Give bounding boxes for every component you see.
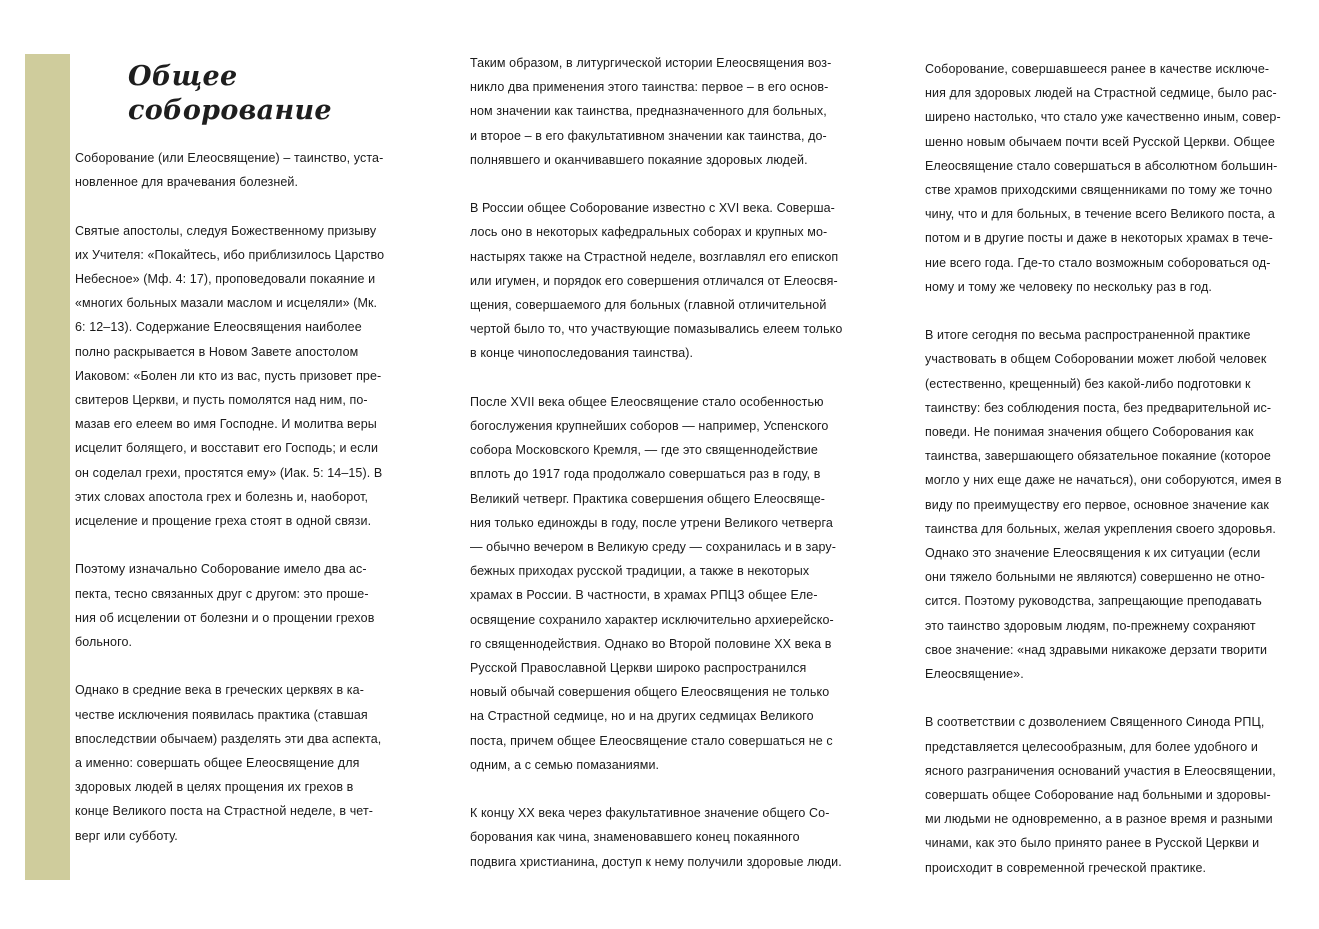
paragraph xyxy=(75,219,405,534)
text-line: храмах в России. В частности, в храмах РПЦЗ общее Еле- xyxy=(470,588,818,603)
text-line: происходит в современной греческой практике. xyxy=(925,860,1207,875)
text-line: а именно: совершать общее Елеосвящение для xyxy=(75,756,360,771)
text-line: это таинство здоровым людям, по-прежнему сохраняют xyxy=(925,618,1256,633)
text-line: Соборование, совершавшееся ранее в качестве исключе- xyxy=(925,62,1270,76)
paragraph xyxy=(75,678,405,847)
text-line: чинами, как это было принято ранее в Русской Церкви и xyxy=(925,836,1260,851)
text-line: поведи. Не понимая значения общего Соборования как xyxy=(925,425,1254,440)
text-line: настырях также на Страстной неделе, возглавлял его епископ xyxy=(470,249,839,264)
text-line: или игумен, и порядок его совершения отличался от Елеосвя- xyxy=(470,273,838,288)
text-line: К концу XX века через факультативное значение общего Со- xyxy=(470,806,830,821)
text-line: ния для здоровых людей на Страстной седмице, было рас- xyxy=(925,86,1277,101)
text-line: Святые апостолы, следуя Божественному призыву xyxy=(75,223,377,238)
text-line: Великий четверг. Практика совершения общего Елеосвяще- xyxy=(470,491,826,506)
text-line: ному и тому же человеку по нескольку раз в год. xyxy=(925,279,1212,294)
text-line: впоследствии обычаем) разделять эти два аспекта, xyxy=(75,731,382,746)
text-line: ние всего года. Где-то стало возможным собороваться од- xyxy=(925,255,1271,270)
text-column-1 xyxy=(75,146,405,872)
text-line: щения, совершаемого для больных (главной отличительной xyxy=(470,298,827,313)
paragraph xyxy=(925,323,1305,686)
text-line: в конце чинопоследования таинства). xyxy=(470,346,694,361)
text-line: представляется целесообразным, для более удобного и xyxy=(925,739,1258,754)
text-line: борования как чина, знаменовавшего конец покаянного xyxy=(470,830,800,845)
text-line: верг или субботу. xyxy=(75,828,178,843)
text-line: на Страстной седмице, но и на других седмицах Великого xyxy=(470,709,814,724)
text-line: стве храмов приходскими священниками по тому же точно xyxy=(925,183,1273,198)
text-line: ми людьми не одновременно, а в разное время и разными xyxy=(925,812,1273,827)
text-line: освящение сохранило характер исключительно архиерейско- xyxy=(470,612,834,627)
text-line: мазав его елеем во имя Господне. И молитва веры xyxy=(75,417,377,432)
text-line: «многих больных мазали маслом и исцеляли» (Мк. xyxy=(75,296,378,311)
text-line: собора Московского Кремля, — где это священнодействие xyxy=(470,443,818,458)
text-line: исцеление и прощение греха стоят в одной связи. xyxy=(75,514,372,529)
paragraph xyxy=(470,196,860,365)
text-column-2 xyxy=(470,51,860,898)
text-line: Соборование (или Елеосвящение) – таинство, уста- xyxy=(75,151,384,165)
text-line: виду по преимуществу его первое, основное значение как xyxy=(925,497,1269,512)
text-line: Поэтому изначально Соборование имело два ас- xyxy=(75,562,367,577)
text-line: чертой было то, что участвующие помазывались елеем только xyxy=(470,322,843,337)
text-line: ном значении как таинства, предназначенного для больных, xyxy=(470,104,827,119)
text-line: ясного разграничения оснований участия в Елеосвящении, xyxy=(925,763,1276,778)
text-line: Небесное» (Мф. 4: 17), проповедовали покаяние и xyxy=(75,272,376,286)
text-line: конце Великого поста на Страстной неделе, в чет- xyxy=(75,804,374,819)
title-line: соборование xyxy=(128,95,332,126)
text-line: лось оно в некоторых кафедральных соборах и крупных мо- xyxy=(470,225,828,240)
text-line: 6: 12–13). Содержание Елеосвящения наиболее xyxy=(75,320,362,335)
text-line: го священнодействия. Однако во Второй половине XX века в xyxy=(470,636,832,651)
text-line: богослужения крупнейших соборов — например, Успенского xyxy=(470,419,829,434)
paragraph xyxy=(470,390,860,777)
text-line: они тяжело больными не являются) совершенно не отно- xyxy=(925,570,1265,585)
decorative-side-bar xyxy=(25,54,70,880)
text-line: никло два применения этого таинства: первое – в его основ- xyxy=(470,80,829,95)
text-line: новый обычай совершения общего Елеосвящения не только xyxy=(470,685,830,700)
text-line: Елеосвящение». xyxy=(925,667,1024,682)
text-line: В итоге сегодня по весьма распространенной практике xyxy=(925,328,1251,343)
text-line: этих словах апостола грех и болезнь и, наоборот, xyxy=(75,489,369,504)
page-title xyxy=(128,60,332,128)
text-line: Таким образом, в литургической истории Елеосвящения воз- xyxy=(470,56,832,70)
text-line: Елеосвящение стало совершаться в абсолютном большин- xyxy=(925,158,1278,173)
text-line: могло у них еще даже не начаться), они соборуются, имея в xyxy=(925,473,1282,488)
text-line: После XVII века общее Елеосвящение стало особенностью xyxy=(470,394,824,409)
text-line: свитеров Церкви, и пусть помолятся над ним, по- xyxy=(75,393,368,408)
text-line: чину, что и для больных, в течение всего Великого поста, а xyxy=(925,207,1275,222)
paragraph xyxy=(75,146,405,194)
text-line: сится. Поэтому руководства, запрещающие преподавать xyxy=(925,594,1262,609)
text-line: полно раскрывается в Новом Завете апостолом xyxy=(75,344,359,359)
text-line: шенно новым обычаем почти всей Русской Церкви. Общее xyxy=(925,134,1275,149)
text-column-3 xyxy=(925,57,1305,904)
text-line: подвига христианина, доступ к нему получили здоровые люди. xyxy=(470,854,842,869)
text-line: ширено настолько, что стало уже качественно иным, совер- xyxy=(925,110,1281,125)
text-line: Однако это значение Елеосвящения к их ситуации (если xyxy=(925,546,1261,561)
text-line: новленное для врачевания болезней. xyxy=(75,175,299,190)
text-line: Иаковом: «Болен ли кто из вас, пусть призовет пре- xyxy=(75,368,382,383)
text-line: бежных приходах русской традиции, а также в некоторых xyxy=(470,564,810,579)
text-line: полнявшего и оканчивавшего покаяние здоровых людей. xyxy=(470,152,808,167)
text-line: В соответствии с дозволением Священного Синода РПЦ, xyxy=(925,715,1265,730)
paragraph xyxy=(925,57,1305,299)
text-line: исцелит болящего, и восставит его Господь; и если xyxy=(75,441,379,456)
text-line: пекта, тесно связанных друг с другом: это проше- xyxy=(75,586,369,601)
text-line: потом и в другие посты и даже в некоторых храмах в тече- xyxy=(925,231,1273,246)
text-line: В России общее Соборование известно с XVI века. Соверша- xyxy=(470,201,835,216)
paragraph xyxy=(75,557,405,654)
text-line: (естественно, крещенный) без какой-либо подготовки к xyxy=(925,376,1251,391)
paragraph xyxy=(925,710,1305,879)
text-line: ния только единожды в году, после утрени Великого четверга xyxy=(470,515,833,530)
text-line: их Учителя: «Покайтесь, ибо приблизилось Царство xyxy=(75,247,385,262)
text-line: одним, а с семью помазаниями. xyxy=(470,757,660,772)
text-line: честве исключения появилась практика (ставшая xyxy=(75,707,368,722)
text-line: таинству: без соблюдения поста, без предварительной ис- xyxy=(925,400,1272,415)
title-line: Общее xyxy=(128,61,238,92)
text-line: он соделал грехи, простятся ему» (Иак. 5: 14–15). В xyxy=(75,465,383,480)
text-line: вплоть до 1917 года продолжало совершаться раз в году, в xyxy=(470,467,821,482)
text-line: и второе – в его факультативном значении как таинства, до- xyxy=(470,128,827,143)
text-line: участвовать в общем Соборовании может любой человек xyxy=(925,352,1267,367)
text-line: таинства, завершающего обязательное покаяние (которое xyxy=(925,449,1271,464)
text-line: поста, причем общее Елеосвящение стало совершаться не с xyxy=(470,733,833,748)
text-line: совершать общее Соборование над больными и здоровы- xyxy=(925,788,1271,803)
text-line: Русской Православной Церкви широко распространился xyxy=(470,661,807,676)
text-line: свое значение: «над здравыми никакоже дерзати творити xyxy=(925,642,1268,657)
text-line: здоровых людей в целях прощения их грехов в xyxy=(75,780,354,795)
text-line: Однако в средние века в греческих церквях в ка- xyxy=(75,683,364,698)
text-line: ния об исцелении от болезни и о прощении грехов xyxy=(75,610,375,625)
paragraph xyxy=(470,801,860,874)
text-line: больного. xyxy=(75,635,133,650)
text-line: — обычно вечером в Великую среду — сохранилась и в зару- xyxy=(470,540,837,555)
text-line: таинства для больных, желая укрепления своего здоровья. xyxy=(925,521,1276,536)
paragraph xyxy=(470,51,860,172)
